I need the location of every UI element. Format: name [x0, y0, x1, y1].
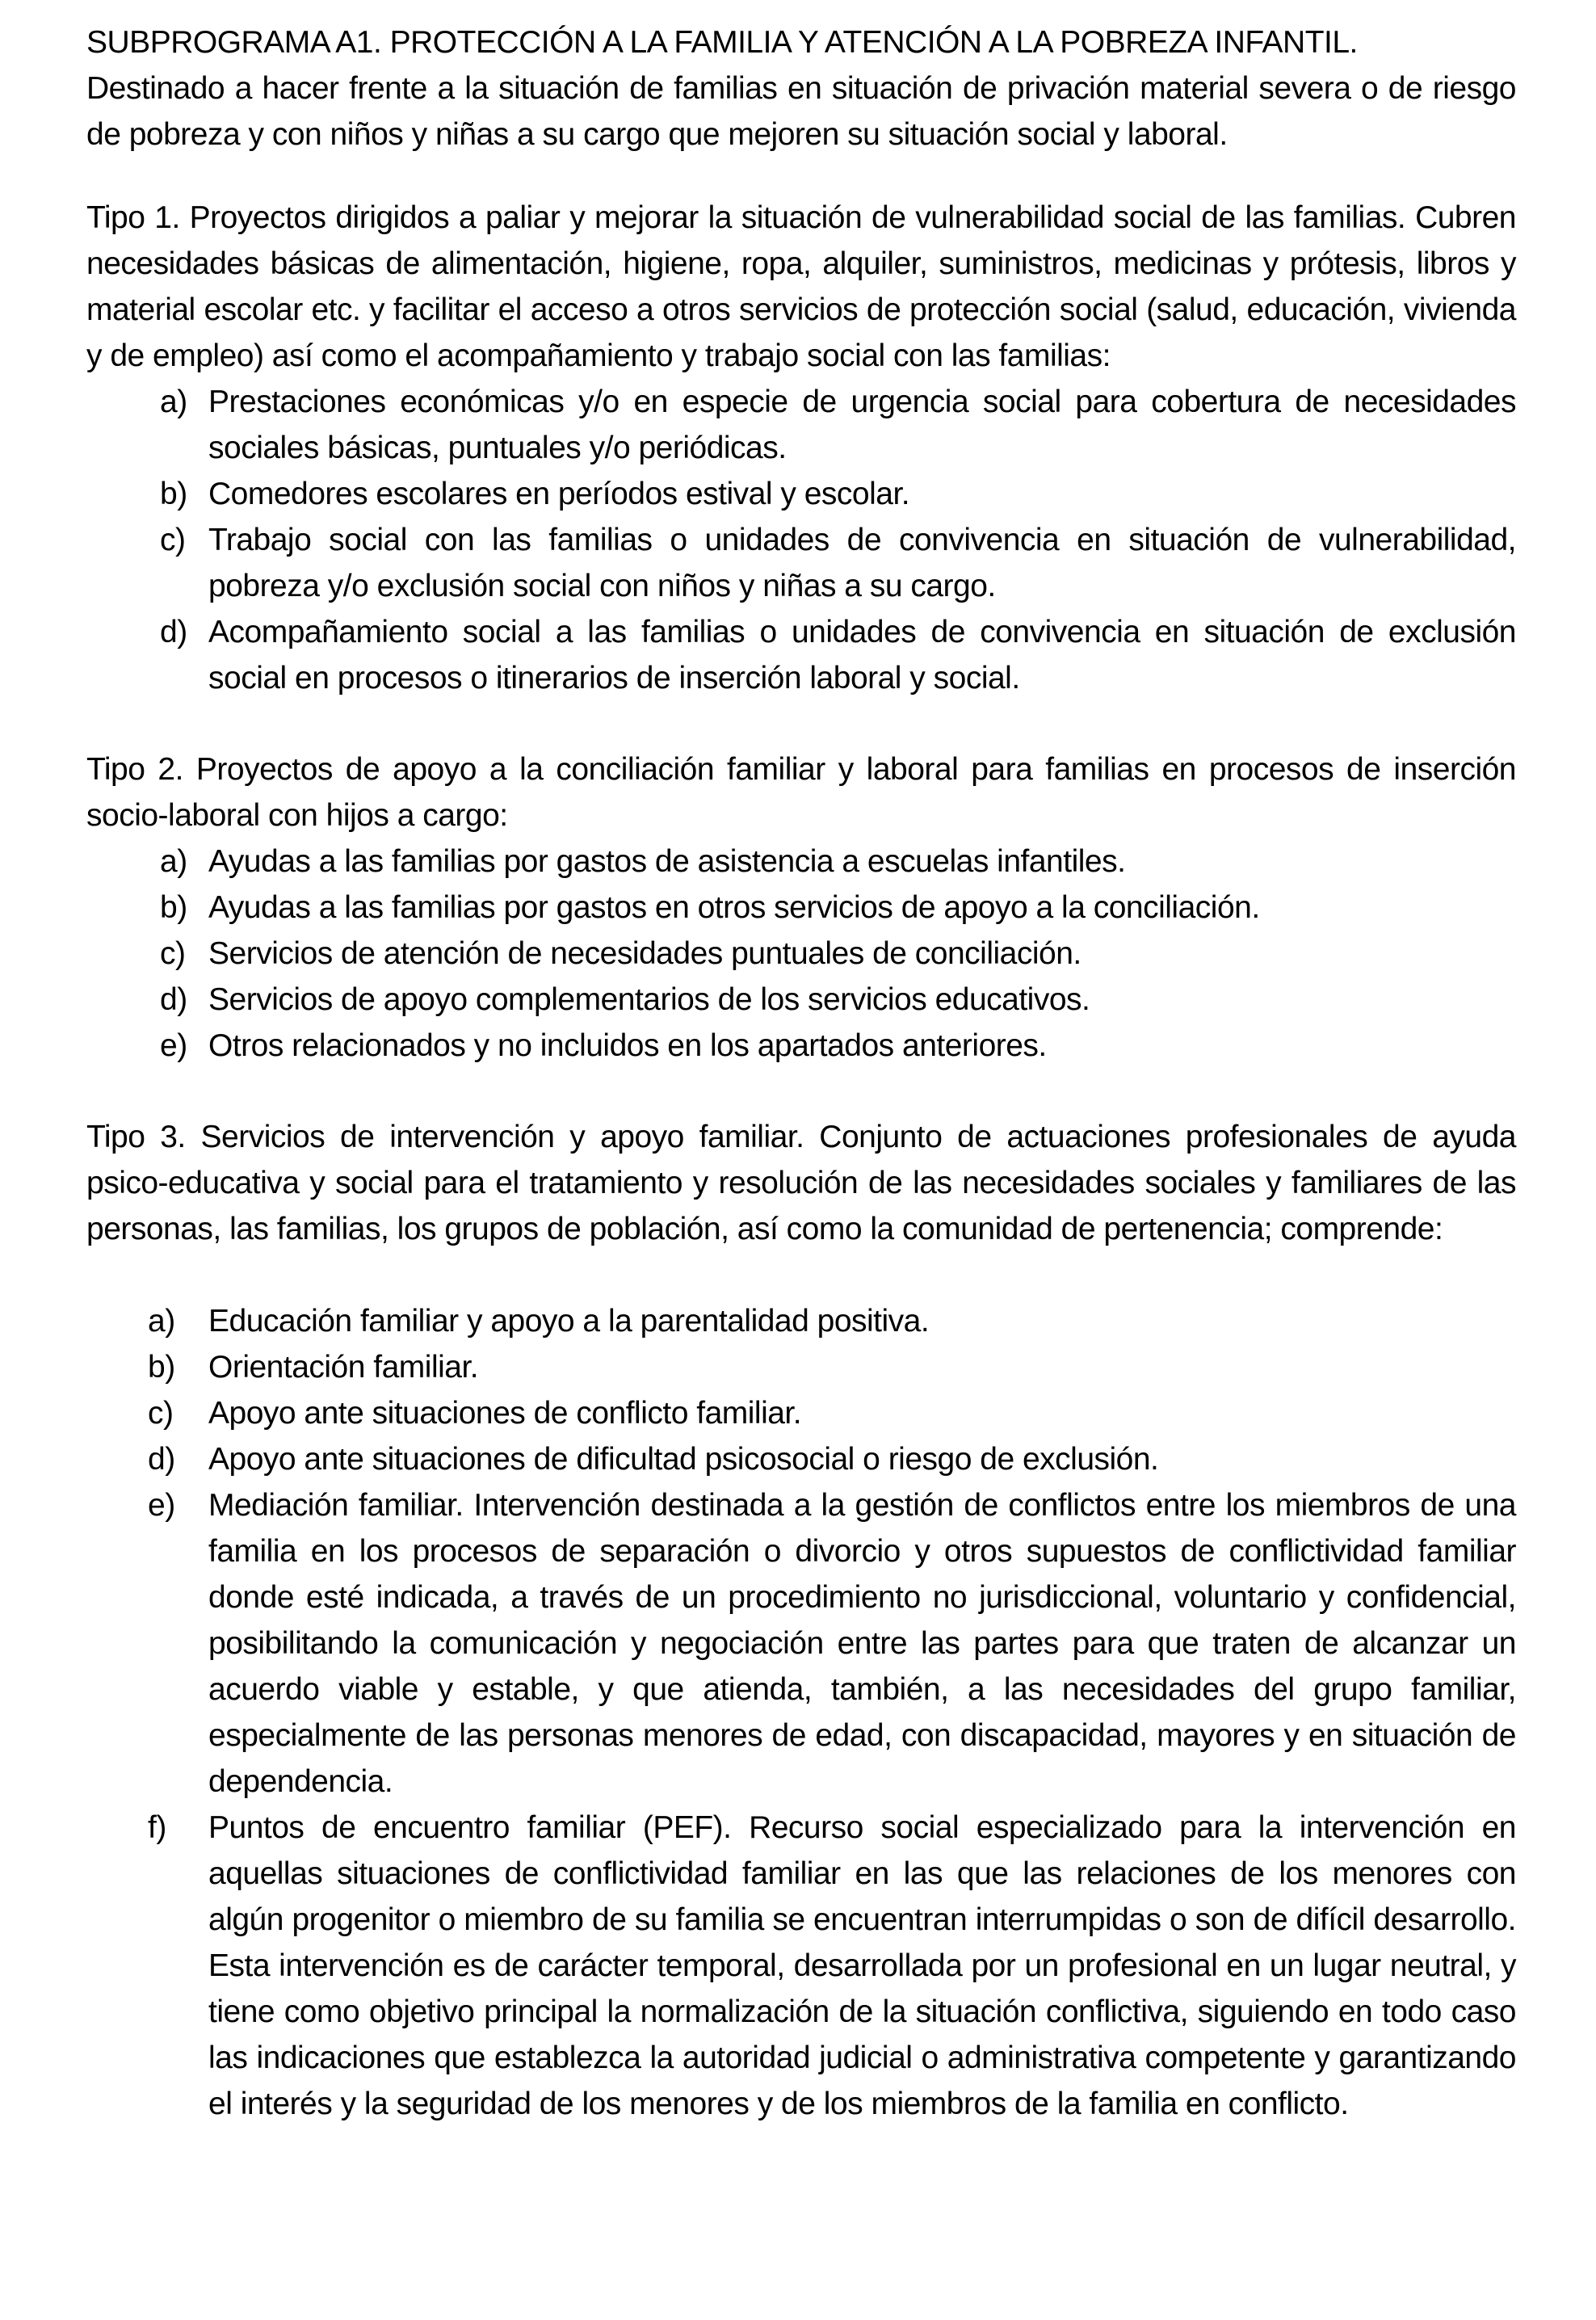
list-item-marker: c): [148, 1396, 174, 1431]
list-item-text: Orientación familiar.: [208, 1350, 479, 1385]
list-item-text: Mediación familiar. Intervención destinada a la gestión de conflictos entre los miembros de una familia en los procesos de separación o divorcio y otros supuestos de conflictividad familiar donde esté indicada, a través de un procedimiento no jurisdiccional, voluntario y confidencial, posibilitando la comunicación y negociación entre las partes para que traten de alcanzar un acuerdo viable y estable, y que atienda, también, a las necesidades del grupo familiar, especialmente de las personas menores de edad, con discapacidad, mayores y en situación de dependencia.: [208, 1488, 1516, 1799]
section-tipo-2-list: [86, 838, 1516, 1069]
section-tipo-1-list: [86, 379, 1516, 701]
section-tipo-3-list: [86, 1298, 1516, 2127]
list-item: [86, 1805, 1516, 2127]
list-item-marker: c): [160, 936, 186, 971]
list-item-marker: f): [148, 1810, 166, 1845]
list-item-marker: b): [160, 477, 187, 511]
list-item-text: Puntos de encuentro familiar (PEF). Recurso social especializado para la intervención en aquellas situaciones de conflictividad familiar en las que las relaciones de los menores con algún progenitor o miembro de su familia se encuentran interrumpidas o son de difícil desarrollo. Esta intervención es de carácter temporal, desarrollada por un profesional en un lugar neutral, y tiene como objetivo principal la normalización de la situación conflictiva, siguiendo en todo caso las indicaciones que establezca la autoridad judicial o administrativa competente y garantizando el interés y la seguridad de los menores y de los miembros de la familia en conflicto.: [208, 1810, 1516, 2121]
list-item-marker: b): [148, 1350, 175, 1385]
list-item-marker: a): [160, 844, 187, 879]
list-item: [86, 517, 1516, 609]
section-tipo-1: [86, 195, 1516, 701]
list-item-text: Apoyo ante situaciones de dificultad psicosocial o riesgo de exclusión.: [208, 1442, 1159, 1477]
list-item-text: Prestaciones económicas y/o en especie de urgencia social para cobertura de necesidades sociales básicas, puntuales y/o periódicas.: [208, 385, 1516, 465]
list-item: [86, 1023, 1516, 1069]
list-item-text: Ayudas a las familias por gastos de asistencia a escuelas infantiles.: [208, 844, 1126, 879]
list-item-marker: d): [160, 982, 187, 1017]
list-item-text: Educación familiar y apoyo a la parentalidad positiva.: [208, 1304, 930, 1339]
list-item: [86, 1344, 1516, 1390]
section-tipo-1-paragraph: Tipo 1. Proyectos dirigidos a paliar y mejorar la situación de vulnerabilidad social de las familias. Cubren necesidades básicas de alimentación, higiene, ropa, alquiler, suministros, medicinas y prótesis, libros y material escolar etc. y facilitar el acceso a otros servicios de protección social (salud, educación, vivienda y de empleo) así como el acompañamiento y trabajo social con las familias:: [86, 200, 1516, 373]
list-item-text: Ayudas a las familias por gastos en otros servicios de apoyo a la conciliación.: [208, 890, 1260, 925]
document-title: SUBPROGRAMA A1. PROTECCIÓN A LA FAMILIA Y ATENCIÓN A LA POBREZA INFANTIL.: [86, 25, 1358, 60]
section-tipo-2: [86, 746, 1516, 1069]
list-item: [86, 609, 1516, 701]
list-item-marker: a): [148, 1304, 175, 1339]
section-tipo-3: [86, 1114, 1516, 2127]
list-item: [86, 379, 1516, 471]
list-item: [86, 885, 1516, 931]
list-item: [86, 471, 1516, 517]
list-item: [86, 1298, 1516, 1344]
list-item-marker: d): [148, 1442, 175, 1477]
list-item-text: Apoyo ante situaciones de conflicto familiar.: [208, 1396, 802, 1431]
list-item-text: Comedores escolares en períodos estival y escolar.: [208, 477, 910, 511]
list-item: [86, 931, 1516, 977]
list-item-text: Servicios de apoyo complementarios de los servicios educativos.: [208, 982, 1090, 1017]
section-tipo-2-paragraph: Tipo 2. Proyectos de apoyo a la conciliación familiar y laboral para familias en procesos de inserción socio-laboral con hijos a cargo:: [86, 752, 1516, 833]
list-item-marker: b): [160, 890, 187, 925]
list-item: [86, 838, 1516, 885]
intro-paragraph: Destinado a hacer frente a la situación de familias en situación de privación material severa o de riesgo de pobreza y con niños y niñas a su cargo que mejoren su situación social y laboral.: [86, 71, 1516, 152]
list-item-text: Otros relacionados y no incluidos en los apartados anteriores.: [208, 1028, 1047, 1063]
list-item-text: Acompañamiento social a las familias o unidades de convivencia en situación de exclusión social en procesos o itinerarios de inserción laboral y social.: [208, 615, 1516, 696]
list-item-marker: a): [160, 385, 187, 419]
list-item-text: Servicios de atención de necesidades puntuales de conciliación.: [208, 936, 1082, 971]
list-item: [86, 1436, 1516, 1482]
list-item-marker: e): [148, 1488, 175, 1523]
list-item: [86, 977, 1516, 1023]
section-tipo-3-paragraph: Tipo 3. Servicios de intervención y apoyo familiar. Conjunto de actuaciones profesionales de ayuda psico-educativa y social para el tratamiento y resolución de las necesidades sociales y familiares de las personas, las familias, los grupos de población, así como la comunidad de pertenencia; comprende:: [86, 1120, 1516, 1246]
list-item-marker: e): [160, 1028, 187, 1063]
list-item-marker: d): [160, 615, 187, 649]
list-item: [86, 1482, 1516, 1805]
list-item-marker: c): [160, 523, 186, 557]
list-item-text: Trabajo social con las familias o unidades de convivencia en situación de vulnerabilidad, pobreza y/o exclusión social con niños y niñas a su cargo.: [208, 523, 1516, 603]
list-item: [86, 1390, 1516, 1436]
